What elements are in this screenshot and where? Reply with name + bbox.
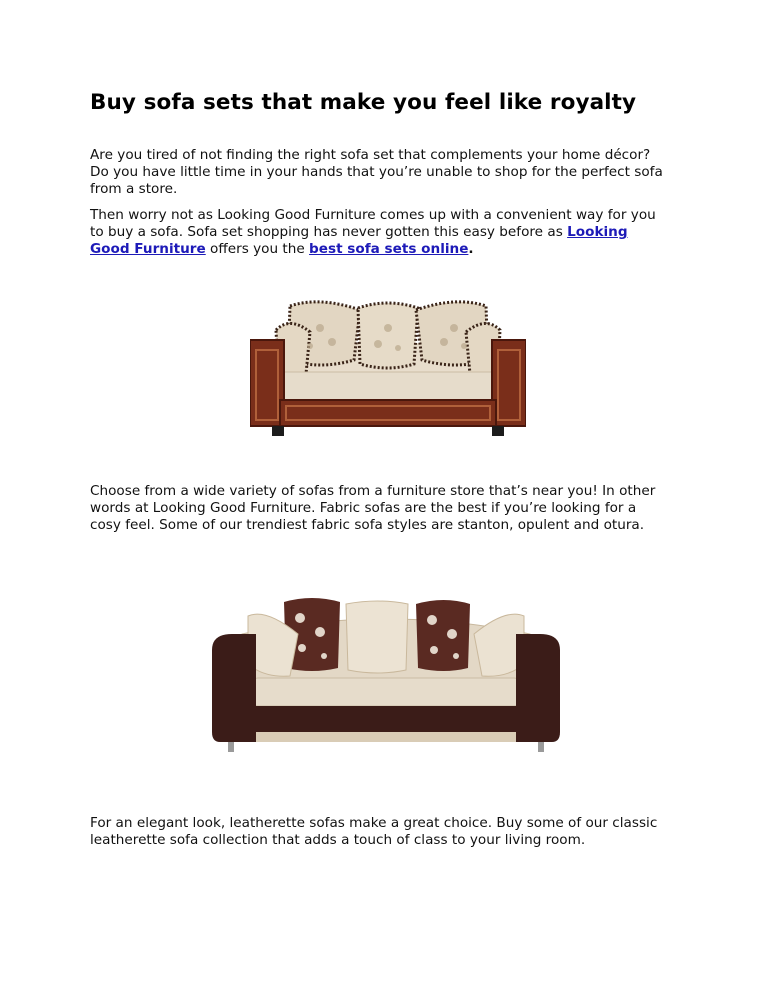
paragraph-offer bbox=[90, 207, 690, 258]
leatherette-sofa-illustration bbox=[212, 594, 560, 754]
paragraph-line bbox=[90, 224, 690, 241]
paragraph-leatherette-sofas bbox=[90, 815, 690, 849]
paragraph-line bbox=[90, 241, 690, 258]
wooden-sofa-illustration bbox=[250, 294, 526, 444]
paragraph-line: words at Looking Good Furniture. Fabric sofas are the best if you’re looking for a bbox=[90, 500, 637, 516]
leatherette-sofa-image bbox=[212, 594, 560, 754]
page-title: Buy sofa sets that make you feel like royalty bbox=[90, 90, 637, 115]
paragraph-line: Do you have little time in your hands that you’re unable to shop for the perfect sofa bbox=[90, 164, 663, 180]
paragraph-text: to buy a sofa. Sofa set shopping has never gotten this easy before as bbox=[90, 224, 568, 240]
paragraph-period: . bbox=[468, 241, 474, 257]
paragraph-line: Are you tired of not finding the right sofa set that complements your home décor? bbox=[90, 147, 651, 163]
paragraph-line: leatherette sofa collection that adds a touch of class to your living room. bbox=[90, 832, 586, 848]
paragraph-line: Choose from a wide variety of sofas from a furniture store that’s near you! In other bbox=[90, 483, 656, 499]
paragraph-intro bbox=[90, 147, 690, 198]
paragraph-text: offers you the bbox=[205, 241, 310, 257]
paragraph-line: Then worry not as Looking Good Furniture comes up with a convenient way for you bbox=[90, 207, 656, 223]
paragraph-fabric-sofas bbox=[90, 483, 690, 534]
looking-good-furniture-link[interactable]: Looking bbox=[567, 224, 628, 240]
paragraph-line: For an elegant look, leatherette sofas make a great choice. Buy some of our classic bbox=[90, 815, 658, 831]
wooden-sofa-image bbox=[250, 294, 526, 444]
paragraph-line: from a store. bbox=[90, 181, 178, 197]
paragraph-line: cosy feel. Some of our trendiest fabric sofa styles are stanton, opulent and otura. bbox=[90, 517, 645, 533]
looking-good-furniture-link-continued[interactable]: Good Furniture bbox=[90, 241, 206, 257]
best-sofa-sets-online-link[interactable]: best sofa sets online bbox=[309, 241, 469, 257]
